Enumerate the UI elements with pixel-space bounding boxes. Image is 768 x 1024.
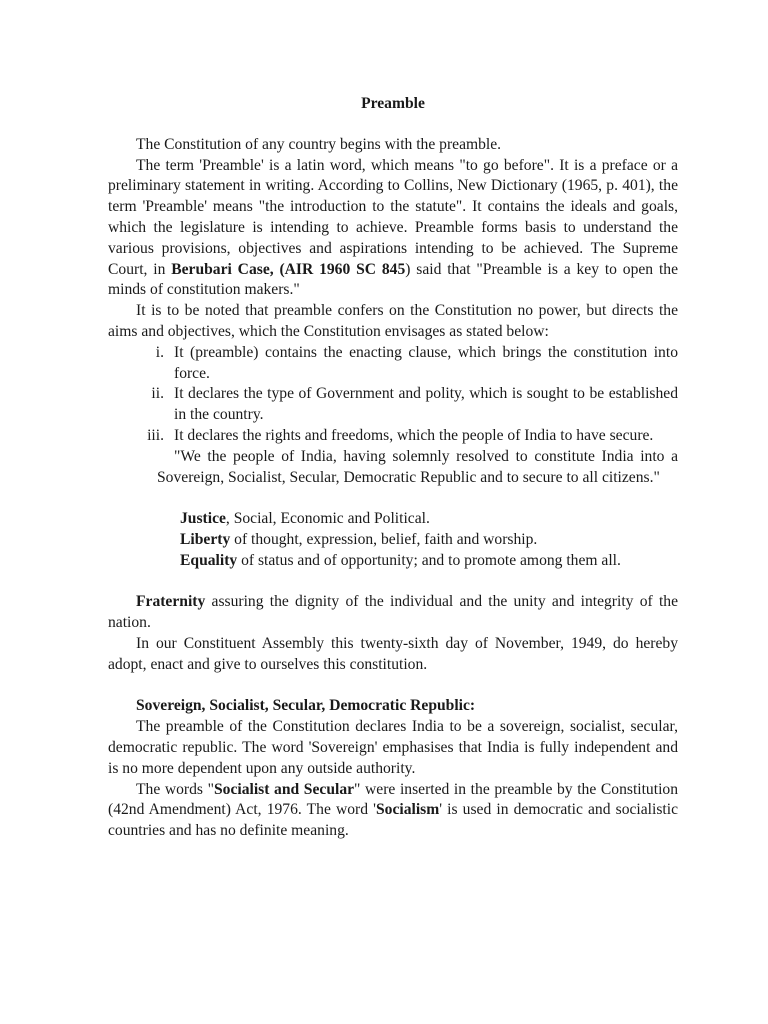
ideal-liberty <box>180 530 678 551</box>
socialism-term: Socialism <box>375 801 440 819</box>
list-number: ii. <box>151 385 164 403</box>
fraternity-paragraph <box>108 592 678 634</box>
list-text: It declares the rights and freedoms, which the people of India to have secure. <box>174 426 654 444</box>
definition-text: The term 'Preamble' is a latin word, which means "to go before". It is a preface or a preliminary statement in writing. According to Collins, New Dictionary (1965, p. 401), the term 'Preamble' means "the introduction to the statute". It contains the ideals and goals, which the legislature is intending to achieve. Preamble forms basis to understand the various provisions, objectives and aspirations intending to be achieved. The Supreme Court, in <box>108 156 678 278</box>
socialist-paragraph <box>108 780 678 842</box>
spacer <box>108 572 678 593</box>
intro-paragraph <box>108 135 678 156</box>
page-title: Preamble <box>361 95 425 112</box>
spacer <box>108 488 678 509</box>
list-number: i. <box>155 343 164 361</box>
fraternity-text: assuring the dignity of the individual and the unity and integrity of the nation. <box>108 593 678 632</box>
fraternity-term: Fraternity <box>136 593 206 611</box>
ideal-text: of status and of opportunity; and to promote among them all. <box>237 551 621 569</box>
list-item <box>146 426 678 447</box>
list-text: It declares the type of Government and polity, which is sought to be established in the country. <box>174 385 678 424</box>
document-page <box>108 94 678 842</box>
section-heading <box>108 696 678 717</box>
sovereign-paragraph: The preamble of the Constitution declares India to be a sovereign, socialist, secular, democratic republic. The word 'Sovereign' emphasises that India is fully independent and is no more dependent upon any outside authority. <box>108 718 678 777</box>
preamble-quote: "We the people of India, having solemnly resolved to constitute India into a Sovereign, Socialist, Secular, Democratic Republic and to secure to all citizens." <box>157 447 678 486</box>
ideal-term: Justice <box>180 510 226 528</box>
list-item <box>146 343 678 385</box>
socialist-text-end: ' is used in democratic and socialistic countries and has no definite meaning. <box>108 801 678 840</box>
ideal-term: Liberty <box>180 530 231 548</box>
case-citation: Berubari Case, (AIR 1960 SC 845 <box>171 260 406 278</box>
ideal-term: Equality <box>180 551 238 569</box>
socialist-secular-term: Socialist and Secular <box>213 780 355 798</box>
aims-list <box>108 343 678 447</box>
spacer <box>108 676 678 697</box>
ideals-list <box>108 509 678 571</box>
ideal-equality <box>180 551 678 572</box>
socialist-text-mid: " were inserted in the preamble by the Constitution (42nd Amendment) Act, 1976. The word ' <box>108 780 678 819</box>
list-number: iii. <box>147 426 164 444</box>
aims-text: It is to be noted that preamble confers on the Constitution no power, but directs the aims and objectives, which the Constitution envisages as stated below: <box>108 302 678 340</box>
assembly-paragraph: In our Constituent Assembly this twenty-sixth day of November, 1949, do hereby adopt, enact and give to ourselves this constitution. <box>108 634 678 673</box>
list-item <box>146 384 678 426</box>
aims-paragraph <box>108 301 678 343</box>
ideal-text: , Social, Economic and Political. <box>225 510 430 528</box>
intro-text: The Constitution of any country begins with the preamble. <box>136 135 502 153</box>
definition-text-end: ) said that "Preamble is a key to open the minds of constitution makers." <box>108 260 678 299</box>
preamble-definition-paragraph <box>108 156 678 302</box>
ideal-text: of thought, expression, belief, faith and worship. <box>230 530 538 548</box>
section-heading-text: Sovereign, Socialist, Secular, Democratic Republic: <box>136 697 476 715</box>
socialist-text: The words " <box>136 780 214 798</box>
ideal-justice <box>180 509 678 530</box>
list-text: It (preamble) contains the enacting clause, which brings the constitution into force. <box>174 343 678 382</box>
